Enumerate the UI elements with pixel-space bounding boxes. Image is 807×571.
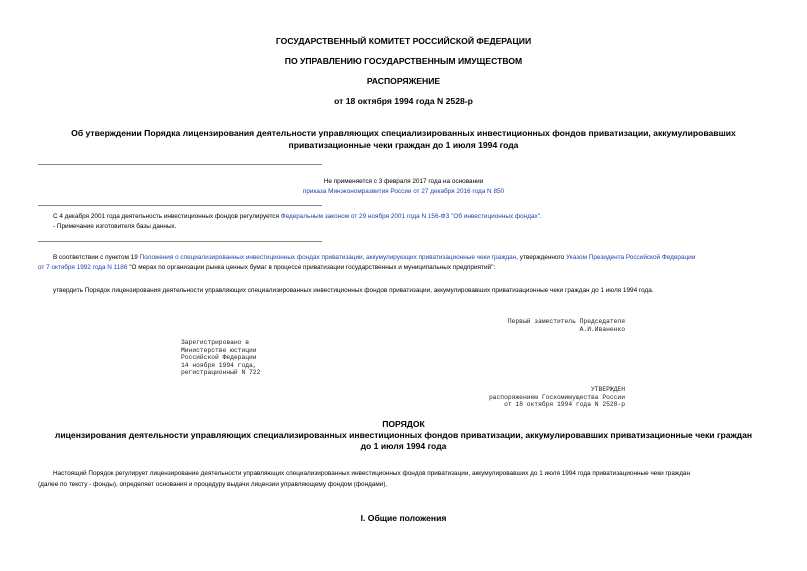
registration-block: Зарегистрировано в Министерстве юстиции Российской Федерации 14 ноября 1994 года, регистрационный N 722	[181, 339, 261, 377]
preamble-paragraph: В соответствии с пунктом 19 Положения о специализированных инвестиционных фондах приватизации, аккумулирующих приватизационные чеки граждан, утвержденного Указом Президента Российской Федерации от 7 октября 1992 года N 1186 "О мерах по организации рынка ценных бумаг в процессе приватизации государственных и муниципальных предприятий":	[38, 254, 696, 271]
federal-law-link[interactable]: Федеральным законом от 29 ноября 2001 года N 156-ФЗ "Об инвестиционных фондах"	[280, 213, 540, 220]
notice-link[interactable]: приказа Минэкономразвития России от 27 декабря 2016 года N 850	[302, 188, 505, 195]
document-title-line-1: Об утверждении Порядка лицензирования деятельности управляющих специализированных инвестиционных фондов приватизации, аккумулировавших	[71, 128, 736, 138]
section-heading: I. Общие положения	[360, 513, 447, 523]
signature-block	[493, 318, 625, 333]
document-date: от 18 октября 1994 года N 2528-р	[334, 96, 473, 106]
presidential-decree-link[interactable]: Указом Президента Российской Федерации	[566, 254, 696, 261]
editor-note: С 4 декабря 2001 года деятельность инвестиционных фондов регулируется Федеральным законом от 29 ноября 2001 года N 156-ФЗ "Об инвестиционных фондах".	[53, 213, 542, 220]
regulation-link[interactable]: Положения о специализированных инвестиционных фондах приватизации, аккумулирующих приватизационные чеки граждан	[139, 254, 517, 261]
committee-line-1: ГОСУДАРСТВЕННЫЙ КОМИТЕТ РОССИЙСКОЙ ФЕДЕРАЦИИ	[275, 36, 532, 46]
resolution-paragraph: утвердить Порядок лицензирования деятельности управляющих специализированных инвестиционных фондов приватизации, аккумулировавших приватизационные чеки граждан до 1 июля 1994 года.	[53, 287, 654, 294]
signature-position: Первый заместитель Председателя	[507, 318, 625, 325]
approval-block: УТВЕРЖДЕН распоряжением Госкомимущества России от 18 октября 1994 года N 2528-р	[488, 386, 625, 409]
order-heading: ПОРЯДОК	[382, 419, 425, 429]
document-type: РАСПОРЯЖЕНИЕ	[366, 76, 441, 86]
order-paragraph-line-1: Настоящий Порядок регулирует лицензирование деятельности управляющих специализированных инвестиционных фондов приватизации, аккумулировавших до 1 июля 1994 года приватизационные чеки граждан	[53, 470, 691, 477]
divider	[38, 164, 322, 165]
divider	[38, 241, 322, 242]
presidential-decree-date-link[interactable]: от 7 октября 1992 года N 1186	[38, 264, 128, 271]
order-title-line-2: до 1 июля 1994 года	[360, 441, 447, 451]
divider	[38, 205, 322, 206]
editor-note-remark: - Примечание изготовителя базы данных.	[53, 223, 177, 230]
notice-line: Не применяется с 3 февраля 2017 года на основании	[323, 178, 484, 185]
document-title-line-2: приватизационные чеки граждан до 1 июля 1994 года	[288, 140, 519, 150]
order-title-line-1: лицензирования деятельности управляющих специализированных инвестиционных фондов приватизации, аккумулировавших приватизационные чеки граждан	[54, 430, 753, 440]
signature-name: А.И.Иваненко	[579, 325, 625, 333]
order-paragraph-line-2: (далее по тексту - фонды), определяет основания и процедуру выдачи лицензии управляющему фондом (фондами).	[38, 481, 388, 488]
committee-line-2: ПО УПРАВЛЕНИЮ ГОСУДАРСТВЕННЫМ ИМУЩЕСТВОМ	[284, 56, 523, 66]
